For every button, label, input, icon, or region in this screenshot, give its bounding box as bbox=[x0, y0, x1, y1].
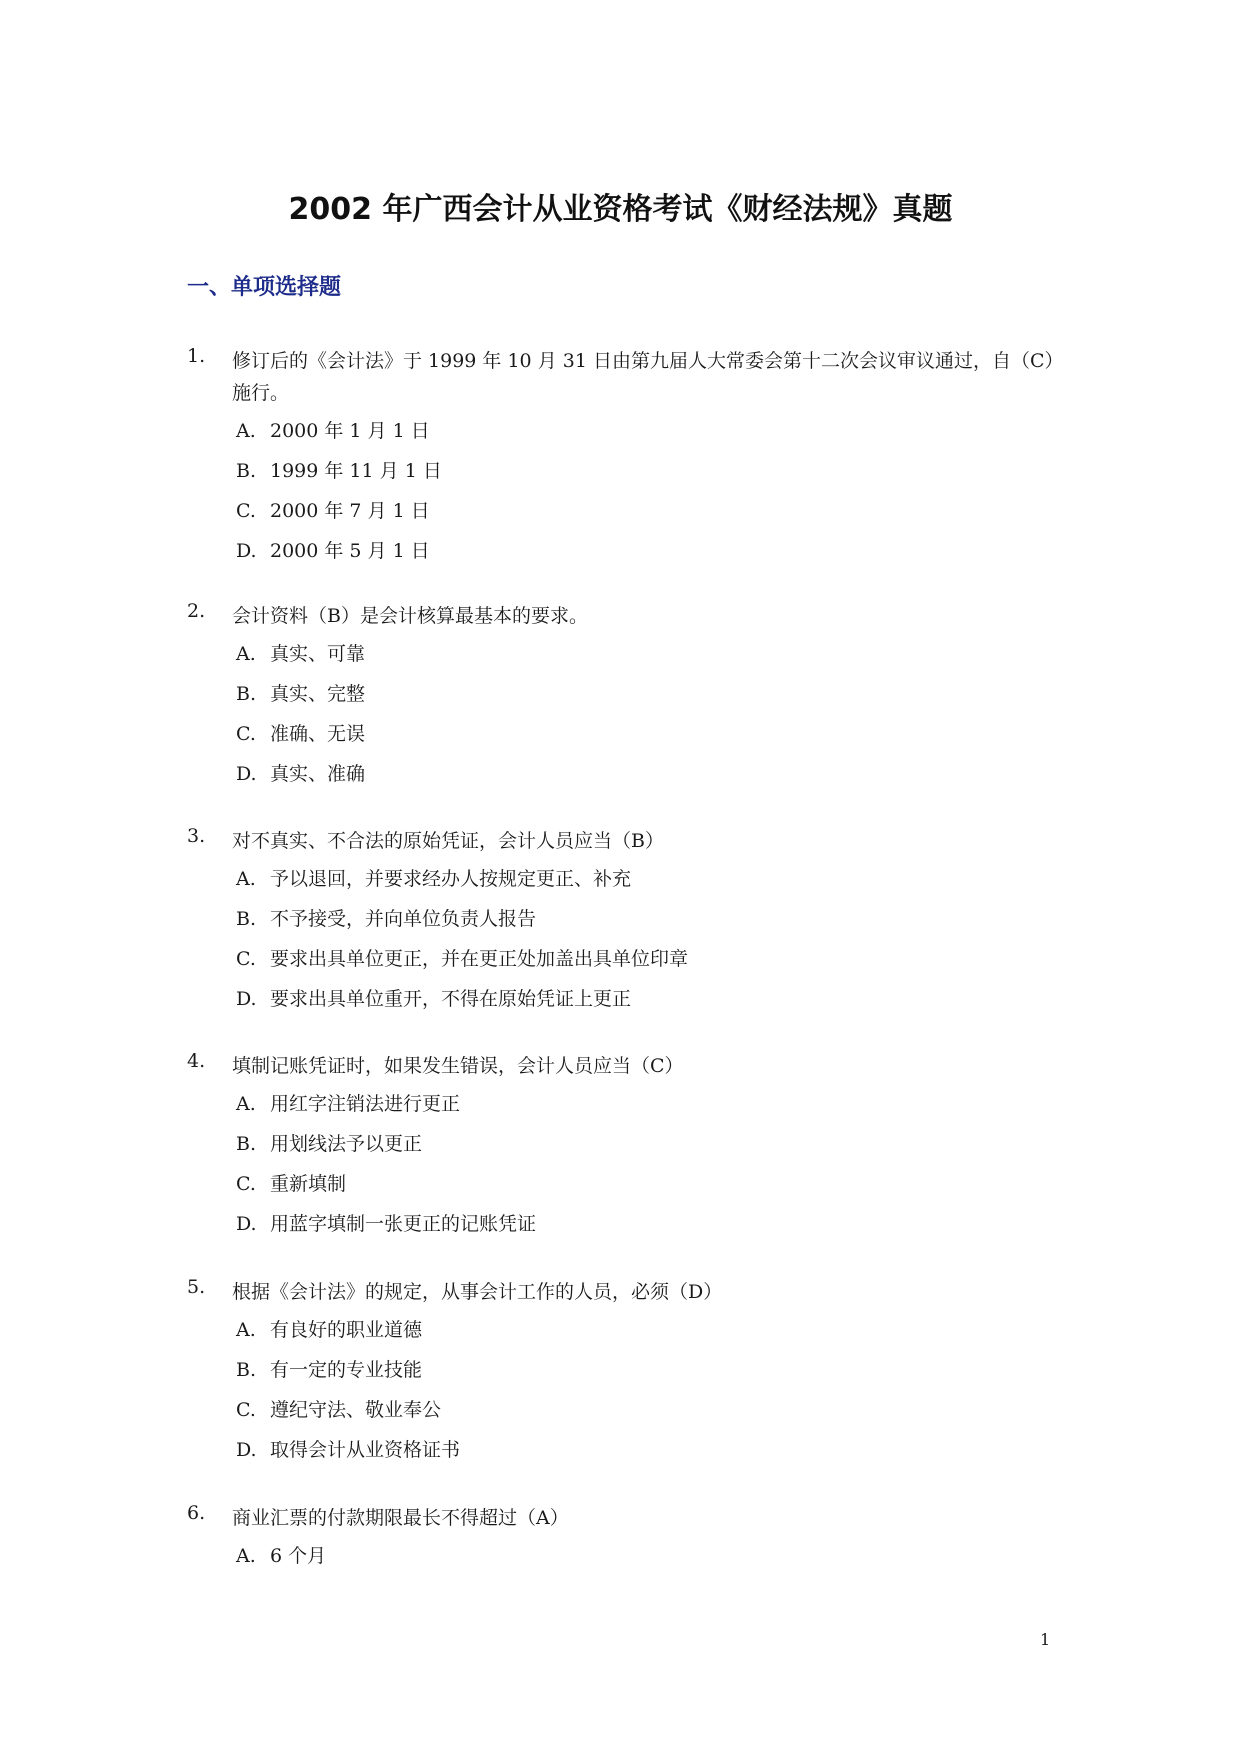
option-text: 遵纪守法、敬业奉公 bbox=[270, 1399, 442, 1421]
option-label: A. bbox=[236, 420, 256, 442]
question-stem: 填制记账凭证时，如果发生错误，会计人员应当（C） bbox=[232, 1055, 684, 1077]
question-number: 2. bbox=[187, 600, 206, 622]
option-label: B. bbox=[236, 908, 257, 930]
option-d bbox=[236, 535, 1067, 575]
option-text: 2000 年 5 月 1 日 bbox=[270, 540, 430, 562]
option-list bbox=[236, 415, 1067, 575]
option-text: 取得会计从业资格证书 bbox=[270, 1439, 461, 1461]
option-text: 用红字注销法进行更正 bbox=[270, 1093, 461, 1115]
option-list bbox=[236, 638, 1067, 798]
option-list bbox=[236, 863, 1067, 1023]
option-label: A. bbox=[236, 868, 256, 890]
question-2 bbox=[187, 600, 1067, 798]
option-text: 用蓝字填制一张更正的记账凭证 bbox=[270, 1213, 537, 1235]
option-label: B. bbox=[236, 683, 257, 705]
option-label: D. bbox=[236, 540, 257, 562]
question-6 bbox=[187, 1502, 1067, 1580]
option-c bbox=[236, 718, 1067, 758]
option-text: 有良好的职业道德 bbox=[270, 1319, 423, 1341]
question-stem: 会计资料（B）是会计核算最基本的要求。 bbox=[232, 605, 588, 627]
option-label: C. bbox=[236, 723, 256, 745]
option-text: 有一定的专业技能 bbox=[270, 1359, 423, 1381]
document-title: 2002 年广西会计从业资格考试《财经法规》真题 bbox=[288, 192, 953, 227]
option-b bbox=[236, 1128, 1067, 1168]
option-b bbox=[236, 455, 1067, 495]
question-5 bbox=[187, 1276, 1067, 1474]
option-a bbox=[236, 1088, 1067, 1128]
option-a bbox=[236, 1540, 1067, 1580]
option-d bbox=[236, 758, 1067, 798]
option-text: 准确、无误 bbox=[270, 723, 366, 745]
option-a bbox=[236, 638, 1067, 678]
option-label: D. bbox=[236, 763, 257, 785]
option-c bbox=[236, 495, 1067, 535]
question-stem: 根据《会计法》的规定，从事会计工作的人员，必须（D） bbox=[232, 1281, 723, 1303]
option-b bbox=[236, 903, 1067, 943]
option-label: C. bbox=[236, 1173, 256, 1195]
option-label: A. bbox=[236, 1545, 256, 1567]
option-text: 真实、可靠 bbox=[270, 643, 366, 665]
option-label: A. bbox=[236, 1093, 256, 1115]
question-stem: 商业汇票的付款期限最长不得超过（A） bbox=[232, 1507, 569, 1529]
option-b bbox=[236, 678, 1067, 718]
option-label: D. bbox=[236, 988, 257, 1010]
option-text: 用划线法予以更正 bbox=[270, 1133, 423, 1155]
question-1 bbox=[187, 345, 1067, 575]
option-text: 真实、准确 bbox=[270, 763, 366, 785]
question-number: 3. bbox=[187, 825, 206, 847]
option-text: 6 个月 bbox=[270, 1545, 327, 1567]
question-stem: 修订后的《会计法》于 1999 年 10 月 31 日由第九届人大常委会第十二次会议审议通过，自（C）施行。 bbox=[232, 350, 1064, 404]
question-number: 4. bbox=[187, 1050, 206, 1072]
option-c bbox=[236, 1168, 1067, 1208]
question-4 bbox=[187, 1050, 1067, 1248]
option-text: 予以退回，并要求经办人按规定更正、补充 bbox=[270, 868, 632, 890]
option-text: 2000 年 7 月 1 日 bbox=[270, 500, 430, 522]
option-list bbox=[236, 1088, 1067, 1248]
question-3 bbox=[187, 825, 1067, 1023]
option-list bbox=[236, 1314, 1067, 1474]
question-number: 1. bbox=[187, 345, 206, 367]
option-label: B. bbox=[236, 1359, 257, 1381]
option-b bbox=[236, 1354, 1067, 1394]
option-a bbox=[236, 1314, 1067, 1354]
option-label: B. bbox=[236, 1133, 257, 1155]
option-d bbox=[236, 983, 1067, 1023]
option-d bbox=[236, 1434, 1067, 1474]
option-label: D. bbox=[236, 1439, 257, 1461]
option-label: A. bbox=[236, 1319, 256, 1341]
question-number: 5. bbox=[187, 1276, 206, 1298]
option-list bbox=[236, 1540, 1067, 1580]
option-label: C. bbox=[236, 1399, 256, 1421]
option-d bbox=[236, 1208, 1067, 1248]
option-label: A. bbox=[236, 643, 256, 665]
option-text: 要求出具单位重开，不得在原始凭证上更正 bbox=[270, 988, 632, 1010]
option-text: 1999 年 11 月 1 日 bbox=[270, 460, 442, 482]
option-a bbox=[236, 415, 1067, 455]
option-text: 2000 年 1 月 1 日 bbox=[270, 420, 430, 442]
option-text: 不予接受，并向单位负责人报告 bbox=[270, 908, 537, 930]
page-number: 1 bbox=[1040, 1630, 1051, 1649]
section-heading: 一、单项选择题 bbox=[187, 275, 342, 300]
question-number: 6. bbox=[187, 1502, 206, 1524]
question-stem: 对不真实、不合法的原始凭证，会计人员应当（B） bbox=[232, 830, 664, 852]
option-label: C. bbox=[236, 500, 256, 522]
option-c bbox=[236, 943, 1067, 983]
option-c bbox=[236, 1394, 1067, 1434]
option-label: B. bbox=[236, 460, 257, 482]
option-a bbox=[236, 863, 1067, 903]
option-text: 要求出具单位更正，并在更正处加盖出具单位印章 bbox=[270, 948, 689, 970]
option-text: 重新填制 bbox=[270, 1173, 347, 1195]
option-label: D. bbox=[236, 1213, 257, 1235]
option-label: C. bbox=[236, 948, 256, 970]
option-text: 真实、完整 bbox=[270, 683, 366, 705]
